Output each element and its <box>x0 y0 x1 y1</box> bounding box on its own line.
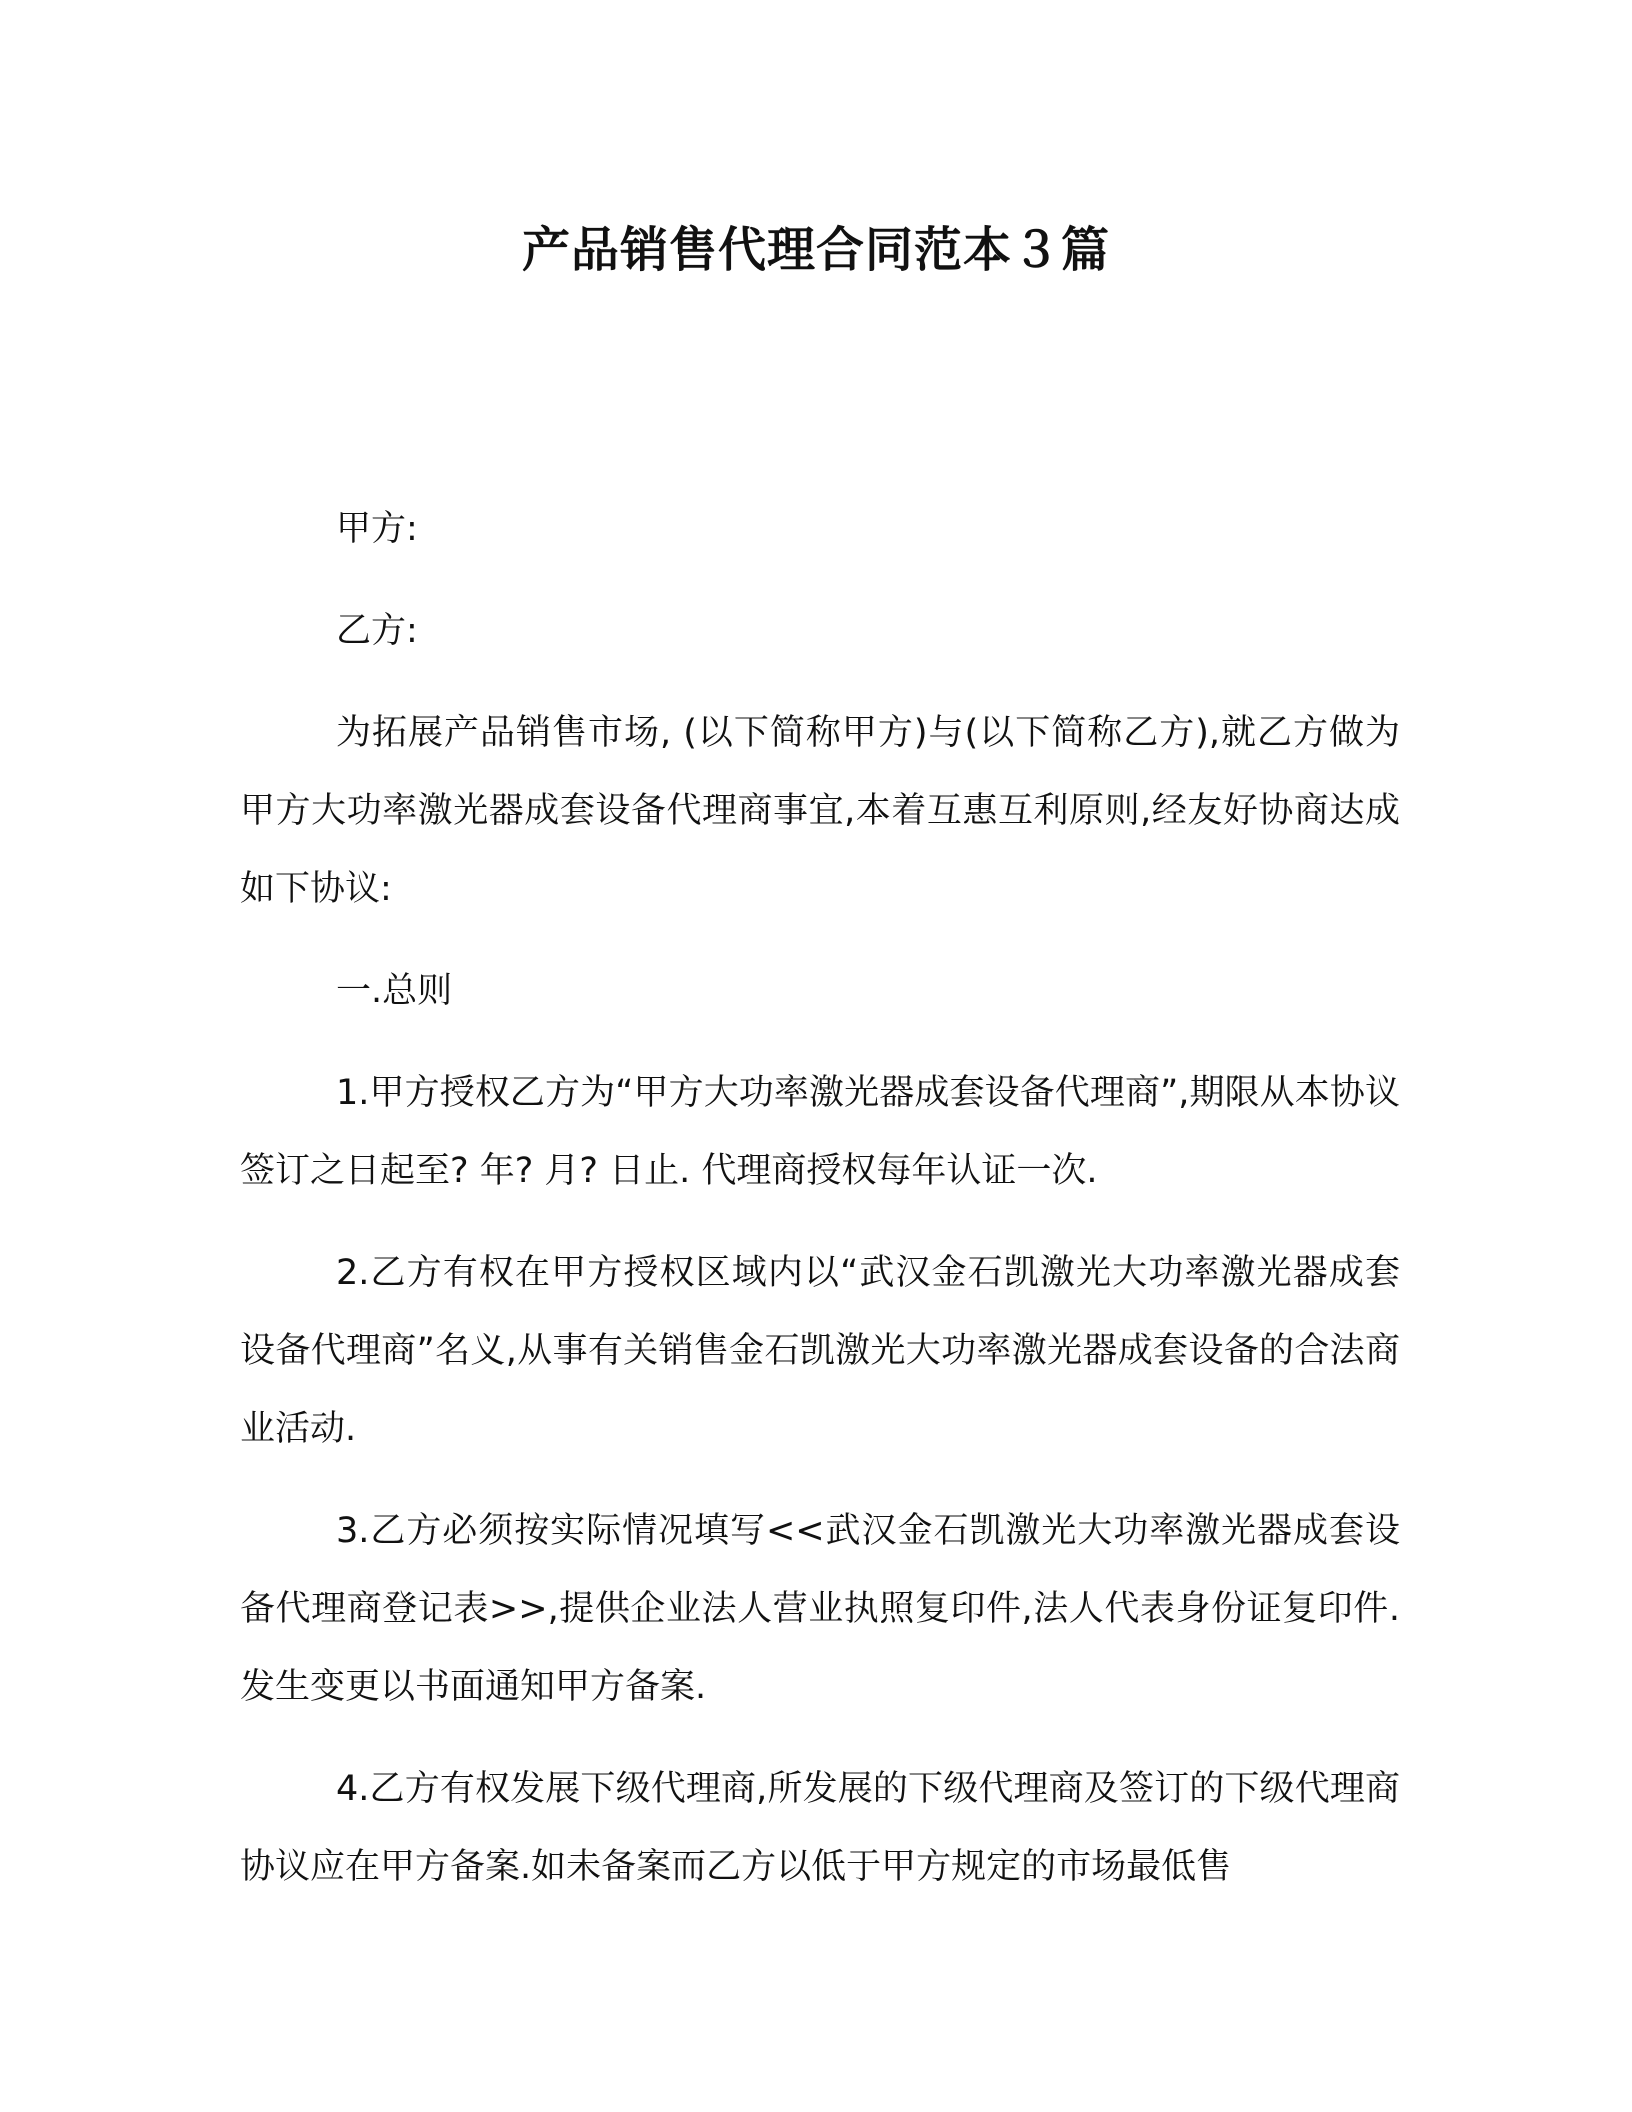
clause-1: 1.甲方授权乙方为“甲方大功率激光器成套设备代理商”,期限从本协议签订之日起至? 年? 月? 日止. 代理商授权每年认证一次. <box>240 1073 1400 1191</box>
section-heading-general: 一.总则 <box>336 971 453 1011</box>
clause-2: 2.乙方有权在甲方授权区域内以“武汉金石凯激光大功率激光器成套设备代理商”名义,从事有关销售金石凯激光大功率激光器成套设备的合法商业活动. <box>240 1253 1400 1449</box>
clause-4: 4.乙方有权发展下级代理商,所发展的下级代理商及签订的下级代理商协议应在甲方备案.如未备案而乙方以低于甲方规定的市场最低售 <box>240 1769 1400 1887</box>
party-a-label: 甲方: <box>336 509 418 549</box>
preamble-paragraph: 为拓展产品销售市场, (以下简称甲方)与(以下简称乙方),就乙方做为甲方大功率激光器成套设备代理商事宜,本着互惠互利原则,经友好协商达成如下协议: <box>240 713 1400 909</box>
document-body <box>240 490 1400 1930</box>
party-b-label: 乙方: <box>336 611 418 651</box>
document-title: 产品销售代理合同范本３篇 <box>521 222 1110 278</box>
clause-3: 3.乙方必须按实际情况填写<<武汉金石凯激光大功率激光器成套设备代理商登记表>>,提供企业法人营业执照复印件,法人代表身份证复印件.发生变更以书面通知甲方备案. <box>240 1511 1400 1707</box>
